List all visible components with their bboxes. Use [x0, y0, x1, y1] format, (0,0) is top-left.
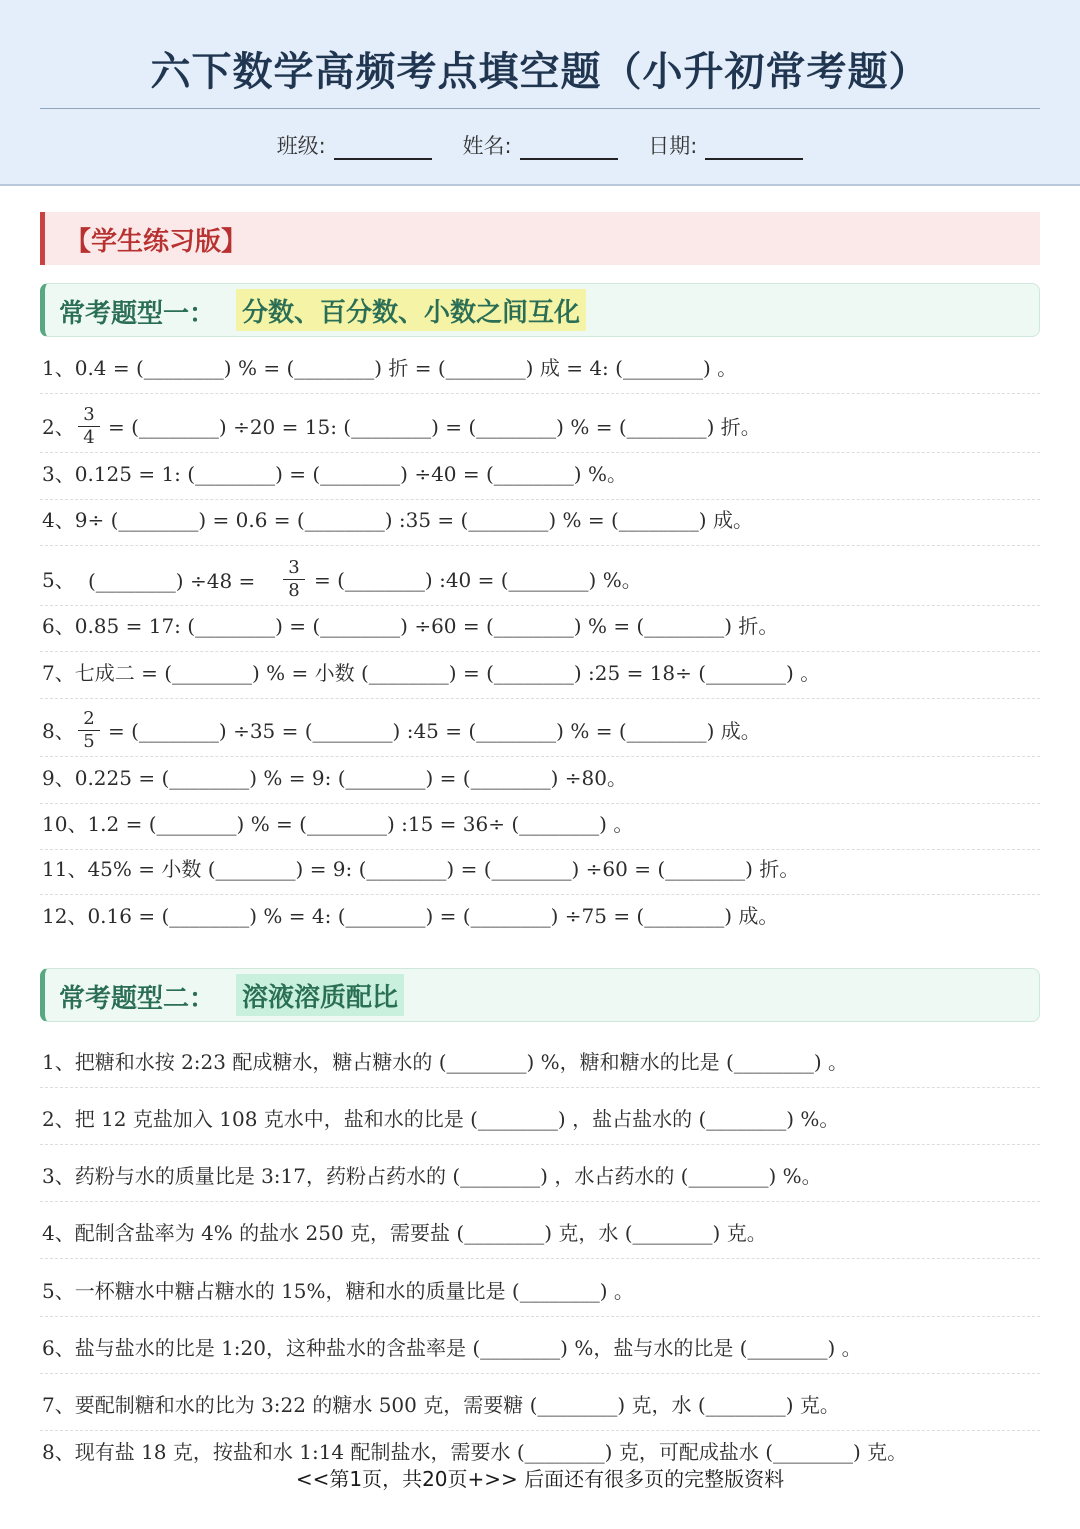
question-text-after: = (________) :40 = (________) %。 [314, 568, 642, 592]
student-info-row [0, 130, 1080, 160]
question-2-8 [40, 1431, 1040, 1467]
question-1-4 [40, 500, 1040, 546]
question-text: 4、9÷ (________) = 0.6 = (________) :35 = (________) % = (________) 成。 [42, 508, 753, 532]
section-1-topic: 分数、百分数、小数之间互化 [236, 289, 586, 331]
section-2-topic: 溶液溶质配比 [236, 974, 404, 1016]
date-blank[interactable] [705, 136, 803, 160]
class-blank[interactable] [334, 136, 432, 160]
question-2-5 [40, 1259, 1040, 1317]
fraction-denominator: 5 [83, 731, 95, 752]
question-text: 1、把糖和水按 2:23 配成糖水，糖占糖水的 (________) %，糖和糖水的比是 (________) 。 [42, 1050, 848, 1074]
section-2-label: 常考题型二： [59, 984, 216, 1014]
worksheet-title: 六下数学高频考点填空题（小升初常考题） [150, 49, 930, 95]
name-blank[interactable] [520, 136, 618, 160]
fraction-denominator: 8 [288, 580, 300, 601]
question-number: 8、 [42, 719, 75, 743]
question-text: 1、0.4 = (________) % = (________) 折 = (________) 成 = 4: (________) 。 [42, 356, 738, 380]
banner-label: 【学生练习版】 [65, 227, 248, 257]
fraction-numerator: 3 [288, 557, 300, 578]
question-text: 6、盐与盐水的比是 1:20，这种盐水的含盐率是 (________) %，盐与水的比是 (________) 。 [42, 1336, 862, 1360]
question-number: 5、 [42, 568, 75, 592]
question-text: = (________) ÷35 = (________) :45 = (________) % = (________) 成。 [108, 719, 761, 743]
question-text: 5、一杯糖水中糖占糖水的 15%，糖和水的质量比是 (________) 。 [42, 1279, 634, 1303]
date-label: 日期: [648, 134, 698, 158]
question-2-3 [40, 1145, 1040, 1202]
question-2-1 [40, 1030, 1040, 1088]
question-text: 10、1.2 = (________) % = (________) :15 = 36÷ (________) 。 [42, 812, 634, 836]
name-field[interactable] [462, 130, 617, 160]
question-text: 9、0.225 = (________) % = 9: (________) = (________) ÷80。 [42, 766, 627, 790]
question-1-3 [40, 453, 1040, 500]
question-text: 7、要配制糖和水的比为 3:22 的糖水 500 克，需要糖 (________) 克，水 (________) 克。 [42, 1393, 840, 1417]
fraction-numerator: 3 [83, 404, 95, 425]
section-heading-2 [40, 968, 1040, 1022]
question-1-9 [40, 757, 1040, 804]
date-field[interactable] [648, 130, 803, 160]
question-1-11 [40, 850, 1040, 895]
question-number: 2、 [42, 415, 75, 439]
question-2-4 [40, 1202, 1040, 1259]
student-version-banner [40, 212, 1040, 265]
class-label: 班级: [276, 134, 326, 158]
question-text-before: (________) ÷48 = [88, 569, 256, 593]
question-text: 12、0.16 = (________) % = 4: (________) = (________) ÷75 = (________) 成。 [42, 904, 779, 928]
question-1-5 [40, 546, 1040, 606]
question-1-2 [40, 394, 1040, 453]
page-footer: <<第1页，共20页+>> 后面还有很多页的完整版资料 [295, 1467, 785, 1491]
class-field[interactable] [277, 130, 432, 160]
fraction-3-4 [78, 405, 100, 448]
section-1-label: 常考题型一： [59, 299, 216, 329]
question-text: 3、0.125 = 1: (________) = (________) ÷40 = (________) %。 [42, 462, 627, 486]
question-text: = (________) ÷20 = 15: (________) = (________) % = (________) 折。 [108, 415, 761, 439]
question-1-8 [40, 699, 1040, 757]
question-1-6 [40, 606, 1040, 652]
question-1-7 [40, 652, 1040, 699]
question-2-7 [40, 1374, 1040, 1431]
header-divider [40, 108, 1040, 109]
fraction-numerator: 2 [83, 708, 95, 729]
question-1-1 [40, 345, 1040, 394]
fraction-denominator: 4 [83, 427, 95, 448]
question-text: 8、现有盐 18 克，按盐和水 1:14 配制盐水，需要水 (________) 克，可配成盐水 (________) 克。 [42, 1440, 908, 1464]
question-text: 3、药粉与水的质量比是 3:17，药粉占药水的 (________) ，水占药水的 (________) %。 [42, 1164, 822, 1188]
question-text: 6、0.85 = 17: (________) = (________) ÷60 = (________) % = (________) 折。 [42, 614, 779, 638]
question-1-10 [40, 804, 1040, 850]
question-text: 4、配制含盐率为 4% 的盐水 250 克，需要盐 (________) 克，水 (________) 克。 [42, 1221, 767, 1245]
fraction-2-5 [78, 709, 100, 752]
fraction-3-8 [283, 558, 305, 601]
question-text: 7、七成二 = (________) % = 小数 (________) = (________) :25 = 18÷ (________) 。 [42, 661, 821, 685]
question-text: 11、45% = 小数 (________) = 9: (________) = (________) ÷60 = (________) 折。 [42, 857, 800, 881]
section-heading-1 [40, 283, 1040, 337]
question-2-6 [40, 1317, 1040, 1374]
question-text: 2、把 12 克盐加入 108 克水中，盐和水的比是 (________) ，盐占盐水的 (________) %。 [42, 1107, 840, 1131]
worksheet-header [0, 0, 1080, 186]
question-2-2 [40, 1088, 1040, 1145]
name-label: 姓名: [462, 134, 512, 158]
question-1-12 [40, 895, 1040, 941]
